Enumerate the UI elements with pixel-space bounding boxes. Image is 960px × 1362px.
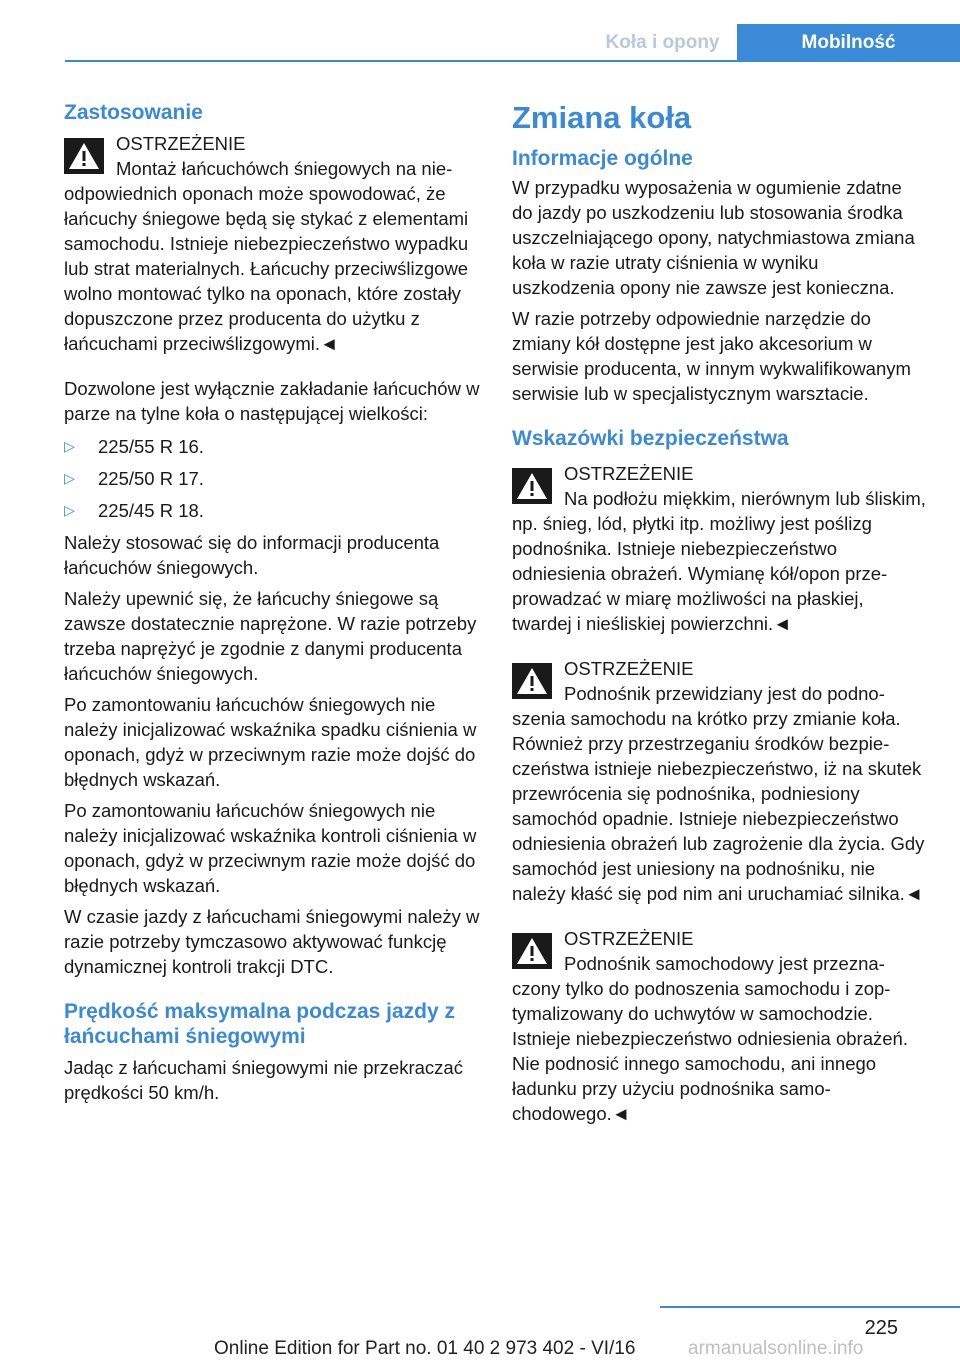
paragraph: Dozwolone jest wyłącznie zakładanie łańcuchów w parze na tylne koła o następującej wielkości: bbox=[64, 378, 480, 424]
section-heading-wskazowki: Wskazówki bezpieczeństwa bbox=[512, 427, 789, 450]
page-number: 225 bbox=[864, 1317, 898, 1339]
list-item bbox=[64, 434, 482, 466]
list-item bbox=[64, 466, 482, 498]
warning-title: OSTRZEŻENIE bbox=[564, 658, 694, 679]
warning-text: Na podłożu miękkim, nierównym lub śliskim, np. śnieg, lód, płytki itp. możliwy jest poślizg podnośnika. Istnieje niebezpieczeństwo odniesienia obrażeń. Wymianę kół/opon przeprowadzać w miarę możliwości na płaskiej, twardej i nieśliskiej powierzchni.◄ bbox=[512, 488, 926, 634]
paragraph: Należy stosować się do informacji producenta łańcuchów śniegowych. bbox=[64, 532, 440, 578]
left-column bbox=[64, 100, 482, 1105]
warning-block bbox=[512, 461, 926, 636]
warning-icon bbox=[512, 933, 552, 969]
bullet-triangle-icon: ▷ bbox=[64, 470, 75, 486]
tab-mobilnosc[interactable]: Mobilność bbox=[737, 24, 960, 60]
warning-text: Podnośnik przewidziany jest do podnoszenia samochodu na krótko przy zmianie koła. Również przy przestrzeganiu środków bezpieczeństwa istnieje niebezpieczeństwo, iż na skutek przewrócenia się podnośnika, podniesiony samochód opadnie. Istnieje niebezpieczeństwo odniesienia obrażeń lub zagrożenie dla życia. Gdy samochód jest uniesiony na podnośniku, nie należy kłaść się pod nim ani uruchamiać silnika.◄ bbox=[512, 683, 925, 904]
paragraph: W razie potrzeby odpowiednie narzędzie do zmiany kół dostępne jest jako akcesorium w serwisie producenta, w innym wykwalifikowanym serwisie lub w specjalistycznym warsztacie. bbox=[512, 308, 911, 404]
right-column bbox=[512, 100, 926, 1126]
edition-note: Online Edition for Part no. 01 40 2 973 402 - VI/16 bbox=[214, 1338, 636, 1359]
warning-icon bbox=[512, 663, 552, 699]
list-item-text: 225/50 R 17. bbox=[98, 468, 204, 489]
list-item bbox=[64, 498, 482, 530]
paragraph: Należy upewnić się, że łańcuchy śniegowe są zawsze dostatecznie naprężone. W razie potrzeby trzeba naprężyć je zgodnie z danymi producenta łańcuchów śniegowych. bbox=[64, 588, 477, 684]
warning-block bbox=[512, 656, 926, 906]
paragraph: W przypadku wyposażenia w ogumienie zdatne do jazdy po uszkodzeniu lub stosowania środka uszczelniającego opony, natychmiastowa zmiana koła w razie utraty ciśnienia w wyniku uszkodzenia opony nie zawsze jest konieczna. bbox=[512, 177, 915, 298]
bullet-triangle-icon: ▷ bbox=[64, 502, 75, 518]
page-title: Zmiana koła bbox=[512, 100, 692, 135]
list-item-text: 225/45 R 18. bbox=[98, 500, 204, 521]
section-heading-zastosowanie: Zastosowanie bbox=[64, 101, 203, 124]
paragraph: Po zamontowaniu łańcuchów śniegowych nie należy inicjalizować wskaźnika kontroli ciśnienia w oponach, gdyż w przeciwnym razie może dojść do błędnych wskazań. bbox=[64, 800, 477, 896]
warning-text: Montaż łańcuchówch śniegowych na nieodpowiednich oponach może spowodować, że łańcuchy śniegowe będą się stykać z elementami samochodu. Istnieje niebezpieczeństwo wypadku lub strat materialnych. Łańcuchy przeciwślizgowe wolno montować tylko na oponach, które zostały dopuszczone przez producenta do użytku z łańcuchami przeciwślizgowymi.◄ bbox=[64, 158, 469, 354]
paragraph: Jadąc z łańcuchami śniegowymi nie przekraczać prędkości 50 km/h. bbox=[64, 1057, 463, 1103]
list-item-text: 225/55 R 16. bbox=[98, 436, 204, 457]
warning-icon bbox=[512, 468, 552, 504]
section-heading-informacje: Informacje ogólne bbox=[512, 147, 693, 170]
section-heading-predkosc: Prędkość maksymalna podczas jazdy z łańcuchami śniegowymi bbox=[64, 1000, 456, 1048]
paragraph: Po zamontowaniu łańcuchów śniegowych nie należy inicjalizować wskaźnika spadku ciśnienia w oponach, gdyż w przeciwnym razie może dojść do błędnych wskazań. bbox=[64, 694, 477, 790]
watermark: armanualsonline.info bbox=[688, 1338, 864, 1359]
warning-title: OSTRZEŻENIE bbox=[564, 463, 694, 484]
warning-title: OSTRZEŻENIE bbox=[116, 133, 246, 154]
paragraph: W czasie jazdy z łańcuchami śniegowymi należy w razie potrzeby tymczasowo aktywować funkcję dynamicznej kontroli trakcji DTC. bbox=[64, 906, 480, 977]
warning-title: OSTRZEŻENIE bbox=[564, 928, 694, 949]
warning-text: Podnośnik samochodowy jest przeznaczony tylko do podnoszenia samochodu i zoptymalizowany do uchwytów w samochodzie. Istnieje niebezpieczeństwo odniesienia obrażeń. Nie podnosić innego samochodu, ani innego ładunku przy użyciu podnośnika samochodowego.◄ bbox=[512, 953, 908, 1124]
header-divider bbox=[65, 60, 960, 62]
bullet-triangle-icon: ▷ bbox=[64, 438, 75, 454]
tire-size-list bbox=[64, 434, 482, 530]
warning-block bbox=[512, 926, 926, 1126]
tab-kola-i-opony[interactable]: Koła i opony bbox=[605, 32, 720, 53]
warning-block bbox=[64, 131, 482, 356]
warning-icon bbox=[64, 138, 104, 174]
footer-divider bbox=[660, 1306, 960, 1308]
